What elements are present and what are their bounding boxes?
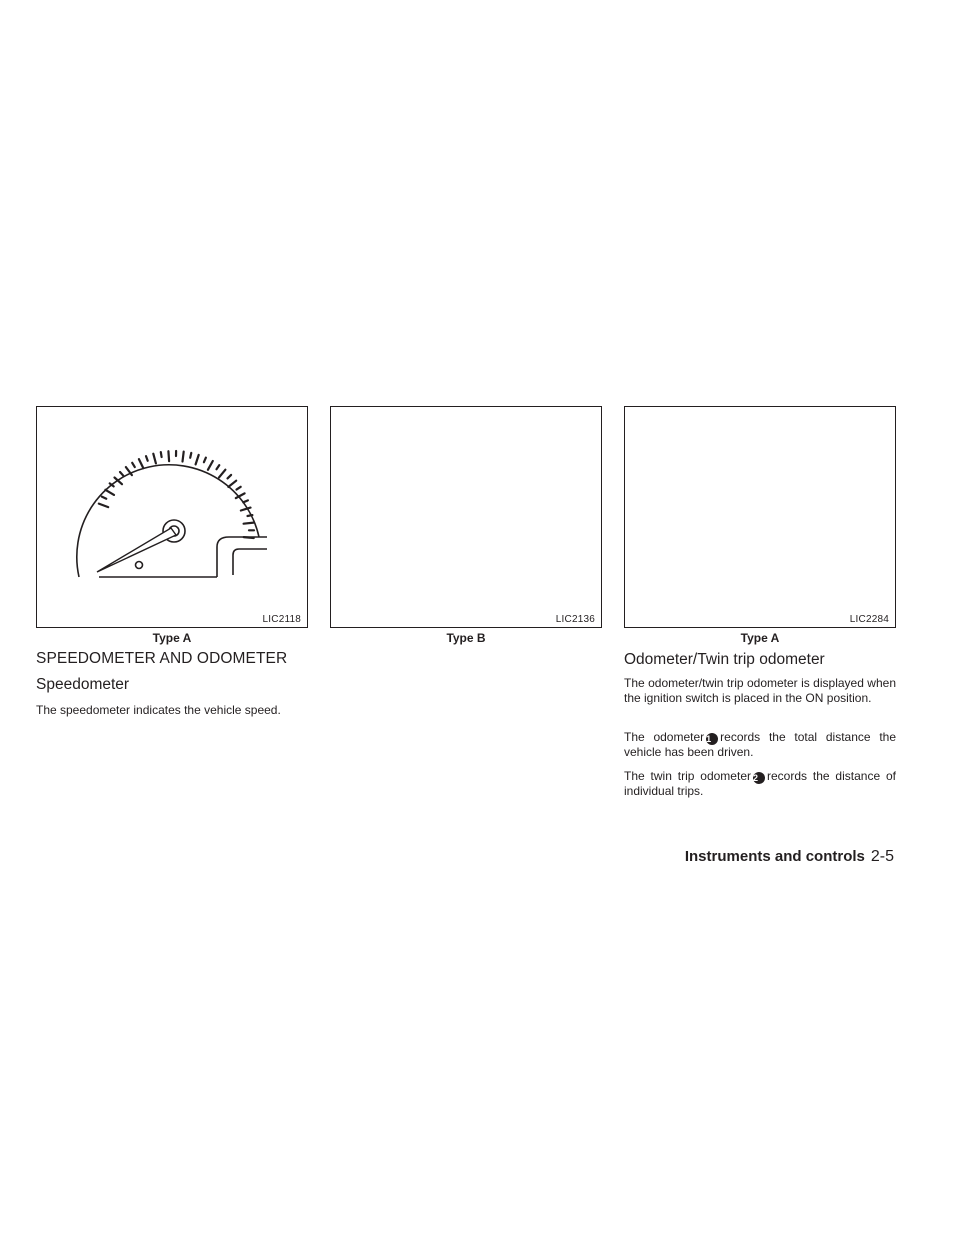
gauge-tick	[228, 481, 236, 487]
gauge-tick	[196, 455, 199, 465]
page-footer	[685, 848, 894, 866]
odometer-paragraph-2-start: The odometer	[624, 730, 705, 744]
gauge-tick	[219, 470, 225, 478]
odometer-paragraph-3	[624, 769, 896, 799]
gauge-tick	[132, 463, 135, 467]
figure-speedometer-type-a	[36, 406, 308, 628]
gauge-tick	[204, 458, 206, 463]
speedometer-illustration	[37, 407, 307, 627]
speedometer-title: Speedometer	[36, 676, 130, 693]
callout-number-1-icon: 1	[706, 733, 718, 745]
gauge-tick	[168, 451, 169, 461]
odometer-paragraph-2	[624, 730, 896, 760]
gauge-tick	[99, 504, 108, 508]
odometer-paragraph-2-end: records the total distance the vehicle has been driven.	[624, 730, 896, 759]
figure-caption: Type B	[446, 631, 486, 645]
figure-code: LIC2284	[849, 614, 889, 625]
gauge-tick	[228, 475, 232, 479]
gauge-tick	[244, 523, 254, 524]
figure-type-b	[330, 406, 602, 628]
odometer-paragraph-3-end: records the distance of individual trips.	[624, 769, 897, 798]
figure-caption: Type A	[740, 631, 780, 645]
gauge-tick	[161, 452, 162, 457]
gauge-tick	[183, 452, 184, 462]
gauge-tick	[105, 490, 114, 495]
odometer-paragraph-3-start: The twin trip odometer	[624, 769, 751, 783]
figure-code: LIC2136	[555, 614, 595, 625]
section-heading: SPEEDOMETER AND ODOMETER	[36, 650, 288, 667]
gauge-tick	[244, 537, 254, 538]
gauge-tick	[102, 497, 107, 499]
gauge-tick	[190, 453, 191, 458]
gauge-tick	[208, 461, 213, 470]
callout-number-2-icon: 2	[753, 772, 765, 784]
speedometer-text: The speedometer indicates the vehicle speed.	[36, 703, 281, 717]
figure-caption: Type A	[152, 631, 192, 645]
gauge-tick	[217, 465, 220, 469]
gauge-tick	[120, 472, 123, 476]
gauge-tick	[237, 487, 241, 490]
figure-code: LIC2118	[262, 614, 301, 625]
page-number: 2-5	[870, 848, 894, 865]
gauge-tick	[248, 515, 253, 516]
footer-section-title: Instruments and controls	[684, 848, 865, 865]
gauge-tick	[139, 459, 143, 468]
gauge-tick	[153, 454, 156, 464]
odometer-title: Odometer/Twin trip odometer	[624, 651, 825, 668]
figure-odometer-type-a	[624, 406, 896, 628]
gauge-tick	[146, 456, 148, 461]
gauge-tick	[243, 500, 248, 502]
odometer-paragraph-1: The odometer/twin trip odometer is displayed when the ignition switch is placed in the ON position.	[624, 676, 896, 705]
